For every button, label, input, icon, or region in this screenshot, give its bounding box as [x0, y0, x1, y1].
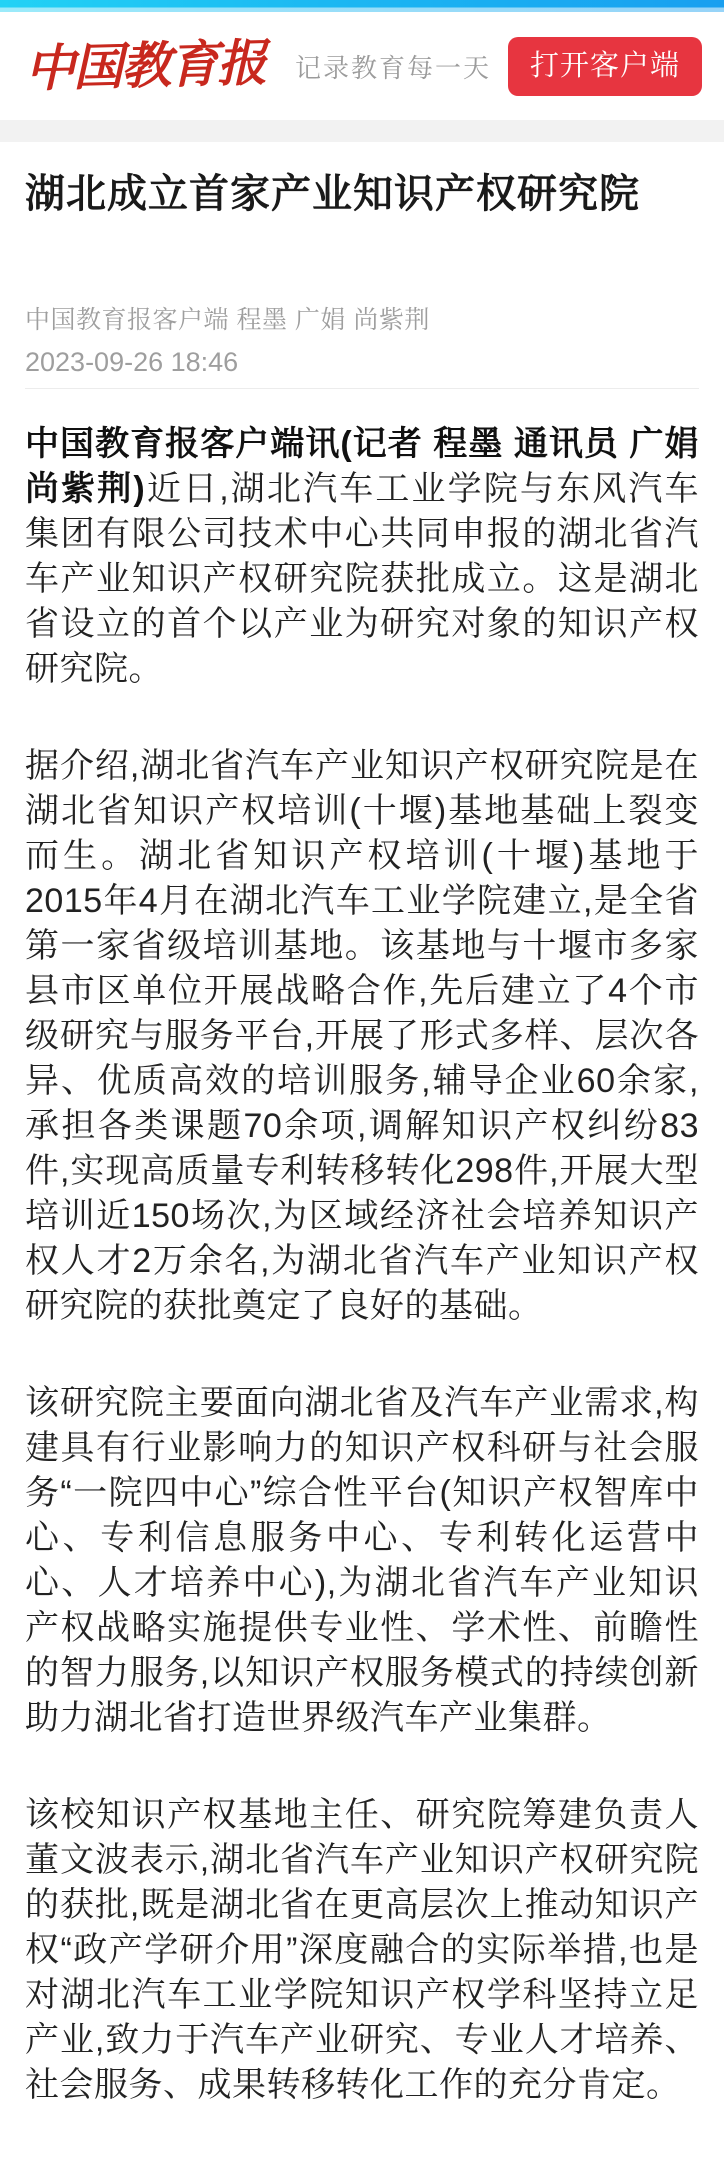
article-date: 2023-09-26 18:46 — [25, 347, 239, 377]
article-byline: 中国教育报客户端 程墨 广娟 尚紫荆 — [25, 306, 430, 334]
article-title: 湖北成立首家产业知识产权研究院 — [25, 172, 640, 216]
paragraph-lead: 中国教育报客户端讯(记者 程墨 通讯员 广娟 尚紫荆) — [25, 425, 699, 508]
site-header — [0, 12, 724, 120]
header-divider-band — [0, 120, 724, 142]
top-progress-bar — [0, 0, 724, 12]
paragraph-text: 近日,湖北汽车工业学院与东风汽车集团有限公司技术中心共同申报的湖北省汽车产业知识产权研究院获批成立。这是湖北省设立的首个以产业为研究对象的知识产权研究院。 — [25, 470, 700, 688]
open-app-button[interactable]: 打开客户端 — [508, 37, 702, 96]
article-body — [25, 389, 699, 2108]
article-paragraph: 该校知识产权基地主任、研究院筹建负责人董文波表示,湖北省汽车产业知识产权研究院的获批,既是湖北省在更高层次上推动知识产权“政产学研介用”深度融合的实际举措,也是对湖北汽车工业学院知识产权学科坚持立足产业,致力于汽车产业研究、专业人才培养、社会服务、成果转移转化工作的充分肯定。 — [25, 1796, 699, 2104]
article-paragraph: 据介绍,湖北省汽车产业知识产权研究院是在湖北省知识产权培训(十堰)基地基础上裂变而生。湖北省知识产权培训(十堰)基地于2015年4月在湖北汽车工业学院建立,是全省第一家省级培训基地。该基地与十堰市多家县市区单位开展战略合作,先后建立了4个市级研究与服务平台,开展了形式多样、层次各异、优质高效的培训服务,辅导企业60余家,承担各类课题70余项,调解知识产权纠纷83件,实现高质量专利转移转化298件,开展大型培训近150场次,为区域经济社会培养知识产权人才2万余名,为湖北省汽车产业知识产权研究院的获批奠定了良好的基础。 — [25, 747, 699, 1325]
article — [0, 142, 724, 2108]
brand-tagline: 记录教育每一天 — [295, 52, 492, 83]
article-paragraph — [25, 422, 699, 692]
brand-logo[interactable]: 中国教育报 — [24, 32, 266, 99]
article-paragraph: 该研究院主要面向湖北省及汽车产业需求,构建具有行业影响力的知识产权科研与社会服务“一院四中心”综合性平台(知识产权智库中心、专利信息服务中心、专利转化运营中心、人才培养中心),为湖北省汽车产业知识产权战略实施提供专业性、学术性、前瞻性的智力服务,以知识产权服务模式的持续创新助力湖北省打造世界级汽车产业集群。 — [25, 1384, 699, 1737]
